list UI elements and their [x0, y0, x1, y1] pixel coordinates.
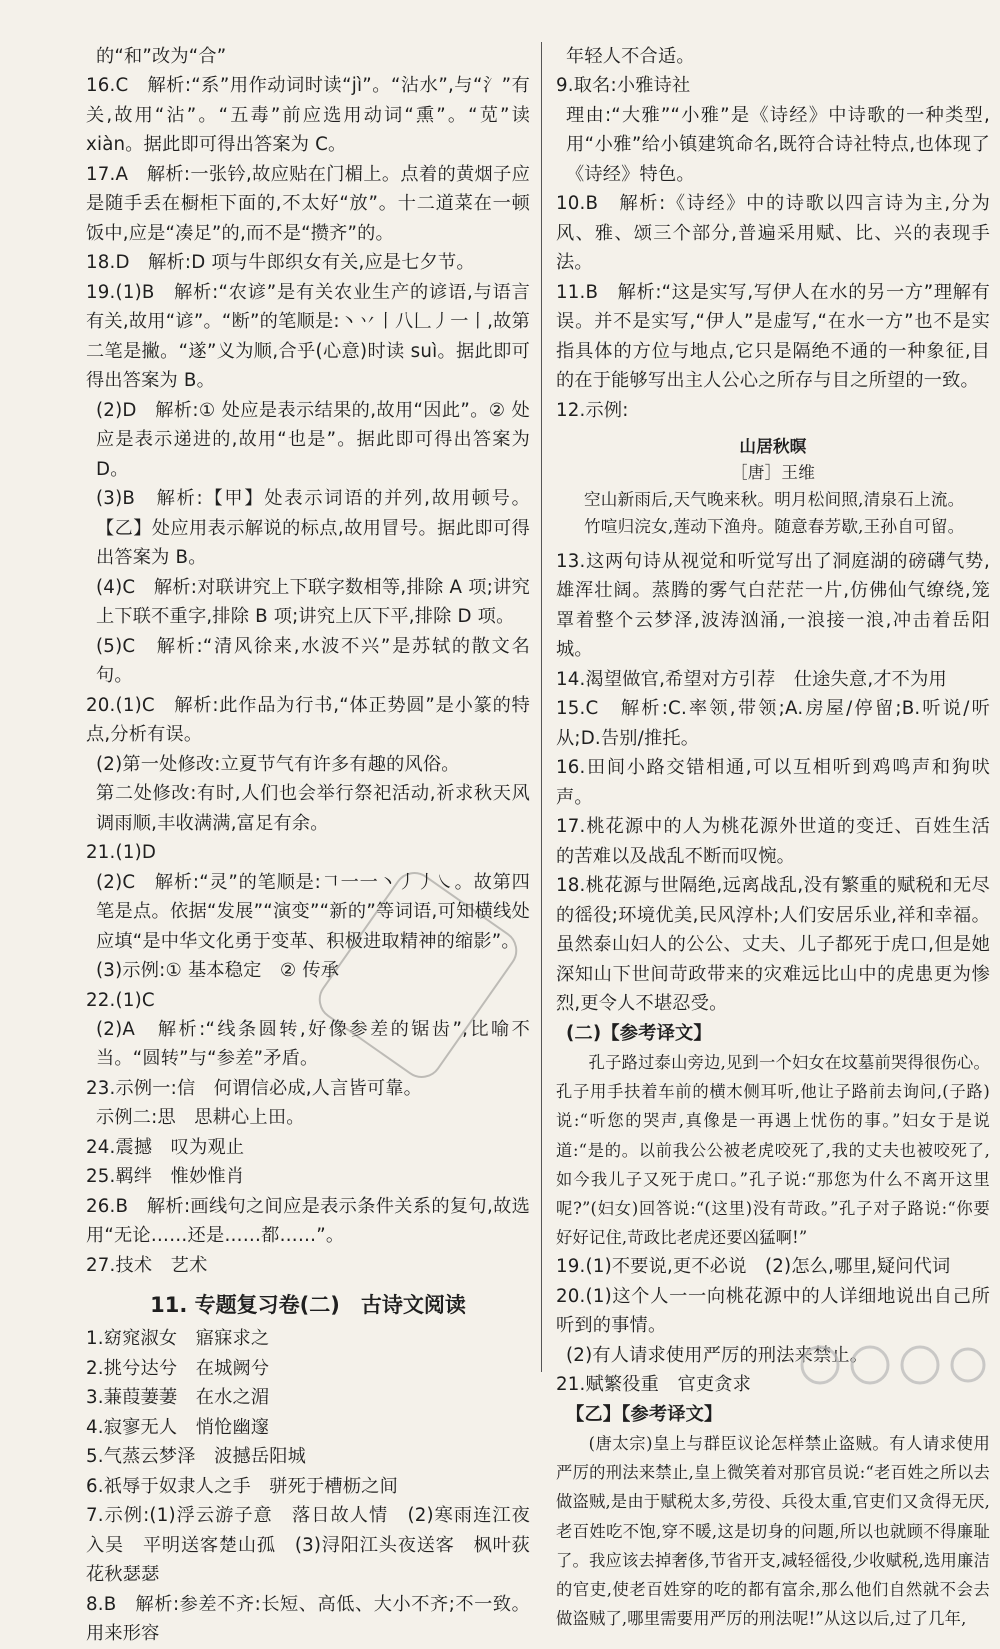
answer-item: 9.取名:小雅诗社 [556, 75, 691, 97]
answer-item: 26.B 解析:画线句之间应是表示条件关系的复句,故选用“无论……还是……都……”。 [86, 1195, 530, 1247]
translation-label: 【乙】【参考译文】 [566, 1403, 723, 1425]
translation-text: 孔子路过泰山旁边,见到一个妇女在坟墓前哭得很伤心。孔子用手扶着车前的横木侧耳听,他让子路前去询问,(子路)说:“听您的哭声,真像是一再遇上忧伤的事。”妇女于是说道:“是的。以前我公公被老虎咬死了,我的丈夫也被咬死了,如今我儿子又死于虎口。”孔子说:“那您为什么不离开这里呢?”(妇女)回答说:“(这里)没有苛政。”孔子对子路说:“你要好好记住,苛政比老虎还要凶猛啊!” [556, 1053, 990, 1247]
answer-item: 19.(1)不要说,更不必说 (2)怎么,哪里,疑问代词 [556, 1256, 951, 1278]
answer-item: (4)C 解析:对联讲究上下联字数相等,排除 A 项;讲究上下联不重字,排除 B 项;讲究上仄下平,排除 D 项。 [96, 576, 530, 628]
answer-item: 7.示例:(1)浮云游子意 落日故人情 (2)寒雨连江夜入吴 平明送客楚山孤 (3)浔阳江头夜送客 枫叶荻花秋瑟瑟 [86, 1505, 530, 1586]
answer-item: (2)A 解析:“线条圆转,好像参差的锯齿”,比喻不当。“圆转”与“参差”矛盾。 [96, 1018, 530, 1070]
answer-item: 16.田间小路交错相通,可以互相听到鸡鸣声和狗吠声。 [556, 757, 990, 808]
answer-item: (2)有人请求使用严厉的刑法来禁止。 [566, 1344, 869, 1366]
translation-label: (二)【参考译文】 [566, 1022, 712, 1044]
answer-item: (3)B 解析:【甲】处表示词语的并列,故用顿号。【乙】处应用表示解说的标点,故用冒号。据此即可得出答案为 B。 [96, 488, 530, 569]
answer-item: 的“和”改为“合” [96, 46, 227, 67]
answer-item: 11.B 解析:“这是实写,写伊人在水的另一方”理解有误。并不是实写,“伊人”是虚写,“在水一方”也不是实指具体的方位与地点,它只是隔绝不通的一种象征,目的在于能够写出主人公心之所存与目之所望的一致。 [556, 281, 990, 392]
poem-title: 山居秋暝 [739, 436, 807, 457]
answer-item: 22.(1)C [86, 989, 155, 1011]
answer-item: 1.窈窕淑女 寤寐求之 [86, 1328, 270, 1350]
answer-item: 18.D 解析:D 项与牛郎织女有关,应是七夕节。 [86, 252, 475, 274]
answer-item: 示例二:思 思耕心上田。 [96, 1107, 305, 1129]
answer-item: 19.(1)B 解析:“农谚”是有关农业生产的谚语,与语言有关,故用“谚”。“断”的笔顺是:丶丷丨八𠃊丿一丨,故第二笔是撇。“遂”义为顺,合乎(心意)时读 suì。据此即可得出答案为 B。 [86, 281, 530, 392]
answer-item: 6.祇辱于奴隶人之手 骈死于槽枥之间 [86, 1475, 398, 1497]
answer-item: 24.震撼 叹为观止 [86, 1136, 245, 1158]
answer-item: 2.挑兮达兮 在城阙兮 [86, 1357, 270, 1379]
answer-item: 25.羁绊 惟妙惟肖 [86, 1166, 245, 1188]
answer-item: 20.(1)C 解析:此作品为行书,“体正势圆”是小篆的特点,分析有误。 [86, 694, 530, 746]
answer-item: 20.(1)这个人一一向桃花源中的人详细地说出自己所听到的事情。 [556, 1285, 990, 1337]
answer-item: 4.寂寥无人 悄怆幽邃 [86, 1416, 270, 1438]
answer-item: 12.示例: [556, 399, 629, 421]
answer-item: 13.这两句诗从视觉和听觉写出了洞庭湖的磅礴气势,雄浑壮阔。蒸腾的雾气白茫茫一片,仿佛仙气缭绕,笼罩着整个云梦泽,波涛汹涌,一浪接一浪,冲击着岳阳城。 [556, 550, 990, 661]
translation-text: (唐太宗)皇上与群臣议论怎样禁止盗贼。有人请求使用严厉的刑法来禁止,皇上微笑着对那官员说:“老百姓之所以去做盗贼,是由于赋税太多,劳役、兵役太重,官吏们又贪得无厌,老百姓吃不饱,穿不暖,这是切身的问题,所以也就顾不得廉耻了。我应该去掉奢侈,节省开支,减轻徭役,少收赋税,选用廉洁的官吏,使老百姓穿的吃的都有富余,那么他们自然就不会去做盗贼了,哪里需要用严厉的刑法呢!”从这以后,过了几年, [556, 1434, 990, 1628]
answer-item: 17.A 解析:一张钤,故应贴在门楣上。点着的黄烟子应是随手丢在橱柜下面的,不太好“放”。十二道菜在一顿饭中,应是“凑足”的,而不是“攒齐”的。 [86, 163, 530, 244]
answer-item: 14.渴望做官,希望对方引荐 仕途失意,才不为用 [556, 668, 947, 690]
left-column [86, 42, 530, 1649]
answer-item: 10.B 解析:《诗经》中的诗歌以四言诗为主,分为风、雅、颂三个部分,普遍采用赋、比、兴的表现手法。 [556, 193, 990, 274]
answer-item: 21.(1)D [86, 842, 157, 864]
answer-item: (2)第一处修改:立夏节气有许多有趣的风俗。 [96, 753, 460, 775]
answer-item: 3.蒹葭萋萋 在水之湄 [86, 1387, 270, 1409]
answer-item: (3)示例:① 基本稳定 ② 传承 [96, 960, 340, 982]
column-divider [541, 42, 542, 1372]
answer-item: 8.B 解析:参差不齐:长短、高低、大小不齐;不一致。用来形容 [86, 1593, 530, 1645]
poem-line: 空山新雨后,天气晚来秋。明月松间照,清泉石上流。 [584, 490, 965, 510]
answer-item: (2)C 解析:“灵”的笔顺是:𠃍一一丶丿丿㇏。故第四笔是点。依据“发展”“演变”“新的”等词语,可知横线处应填“是中华文化勇于变革、积极进取精神的缩影”。 [96, 871, 530, 952]
answer-item: 5.气蒸云梦泽 波撼岳阳城 [86, 1446, 307, 1468]
answer-item: 17.桃花源中的人为桃花源外世道的变迁、百姓生活的苦难以及战乱不断而叹惋。 [556, 816, 990, 867]
answer-item: 23.示例一:信 何谓信必成,人言皆可靠。 [86, 1077, 423, 1099]
answer-item: 21.赋繁役重 官吏贪求 [556, 1374, 752, 1396]
answer-item: 理由:“大雅”“小雅”是《诗经》中诗歌的一种类型,用“小雅”给小镇建筑命名,既符合诗社特点,也体现了《诗经》特色。 [566, 104, 990, 185]
answer-item: 27.技术 艺术 [86, 1254, 208, 1276]
answer-item: (2)D 解析:① 处应是表示结果的,故用“因此”。② 处应是表示递进的,故用“也是”。据此即可得出答案为 D。 [96, 399, 530, 480]
right-column [556, 42, 990, 1633]
poem-line: 竹喧归浣女,莲动下渔舟。随意春芳歇,王孙自可留。 [584, 516, 965, 536]
poem-author: ［唐］王维 [731, 463, 815, 483]
answer-item: 15.C 解析:C.率领,带领;A.房屋/停留;B.听说/听从;D.告别/推托。 [556, 698, 990, 749]
answer-item: 16.C 解析:“系”用作动词时读“jì”。“沾水”,与“氵”有关,故用“沾”。“五毒”前应选用动词“熏”。“苋”读 xiàn。据此即可得出答案为 C。 [86, 75, 530, 156]
section-title: 11. 专题复习卷(二) 古诗文阅读 [150, 1293, 466, 1318]
answer-item: (5)C 解析:“清风徐来,水波不兴”是苏轼的散文名句。 [96, 635, 530, 687]
answer-item: 年轻人不合适。 [566, 46, 695, 67]
answer-item: 第二处修改:有时,人们也会举行祭祀活动,祈求秋天风调雨顺,丰收满满,富足有余。 [96, 783, 530, 834]
answer-item: 18.桃花源与世隔绝,远离战乱,没有繁重的赋税和无尽的徭役;环境优美,民风淳朴;人们安居乐业,祥和幸福。虽然泰山妇人的公公、丈夫、儿子都死于虎口,但是她深知山下世间苛政带来的灾难远比山中的虎患更为惨烈,更令人不堪忍受。 [556, 875, 990, 1015]
